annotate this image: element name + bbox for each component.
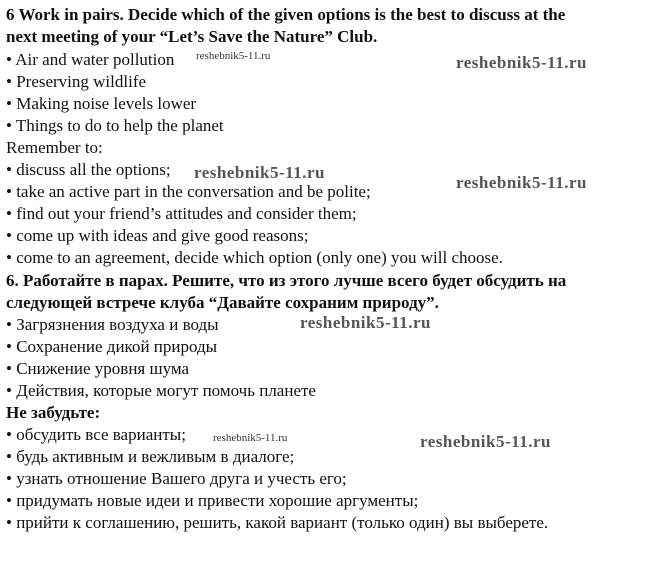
english-option-4: • Things to do to help the planet — [6, 116, 224, 135]
watermark-small: reshebnik5-11.ru — [213, 432, 288, 444]
russian-option-2: • Сохранение дикой природы — [6, 337, 218, 356]
russian-option-1: • Загрязнения воздуха и воды — [6, 315, 219, 334]
russian-remember-item-4: • придумать новые идеи и привести хорошие аргументы; — [6, 491, 419, 510]
english-remember-item-1: • discuss all the options; — [6, 160, 171, 179]
russian-remember-label: Не забудьте: — [6, 403, 101, 422]
watermark-small: reshebnik5-11.ru — [196, 50, 271, 62]
russian-remember-item-2: • будь активным и вежливым в диалоге; — [6, 447, 295, 466]
watermark: reshebnik5-11.ru — [300, 313, 431, 332]
russian-heading-line-1: 6. Работайте в парах. Решите, что из этого лучше всего будет обсудить на — [6, 271, 567, 290]
english-option-1: • Air and water pollution — [6, 50, 175, 69]
english-remember-label: Remember to: — [6, 138, 103, 157]
russian-heading-line-2: следующей встрече клуба “Давайте сохраним природу”. — [6, 293, 439, 312]
english-remember-item-4: • come up with ideas and give good reasons; — [6, 226, 309, 245]
english-remember-item-2: • take an active part in the conversation and be polite; — [6, 182, 371, 201]
russian-option-3: • Снижение уровня шума — [6, 359, 190, 378]
watermark: reshebnik5-11.ru — [456, 53, 587, 72]
russian-remember-item-3: • узнать отношение Вашего друга и учесть его; — [6, 469, 347, 488]
russian-remember-item-5: • прийти к соглашению, решить, какой вариант (только один) вы выберете. — [6, 513, 549, 532]
english-heading-line-1: 6 Work in pairs. Decide which of the given options is the best to discuss at the — [6, 5, 566, 24]
english-remember-item-3: • find out your friend’s attitudes and consider them; — [6, 204, 357, 223]
watermark: reshebnik5-11.ru — [420, 432, 551, 451]
watermark: reshebnik5-11.ru — [194, 163, 325, 182]
english-remember-item-5: • come to an agreement, decide which option (only one) you will choose. — [6, 248, 503, 267]
watermark: reshebnik5-11.ru — [456, 173, 587, 192]
russian-remember-item-1: • обсудить все варианты; — [6, 425, 186, 444]
english-heading-line-2: next meeting of your “Let’s Save the Nature” Club. — [6, 27, 378, 46]
english-option-3: • Making noise levels lower — [6, 94, 197, 113]
russian-option-4: • Действия, которые могут помочь планете — [6, 381, 316, 400]
english-option-2: • Preserving wildlife — [6, 72, 147, 91]
